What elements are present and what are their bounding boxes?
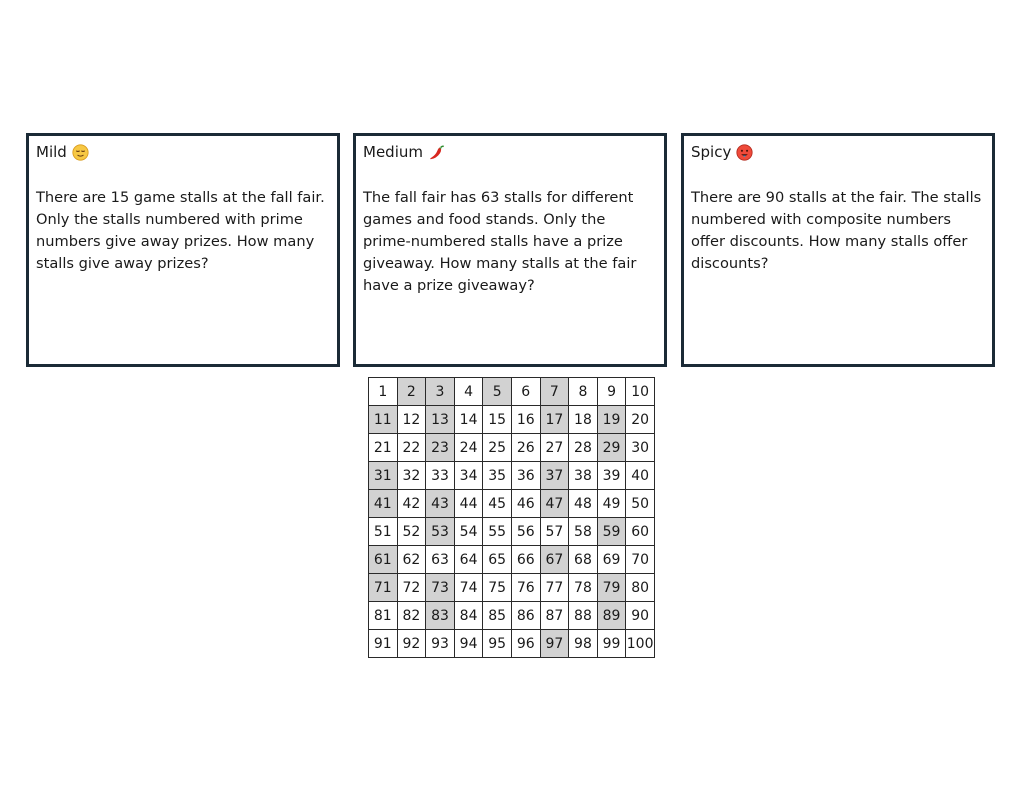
chart-cell: 8 — [569, 378, 598, 406]
chart-cell: 96 — [511, 630, 540, 658]
card-question: There are 15 game stalls at the fall fair. Only the stalls numbered with prime numbers give away prizes. How many stalls give away prizes? — [36, 189, 325, 272]
chart-cell: 25 — [483, 434, 512, 462]
hot-face-icon — [736, 144, 753, 161]
chart-cell: 88 — [569, 602, 598, 630]
chart-cell: 69 — [597, 546, 626, 574]
chart-cell: 4 — [454, 378, 483, 406]
chart-cell: 34 — [454, 462, 483, 490]
chart-row — [369, 406, 655, 434]
chart-cell: 29 — [597, 434, 626, 462]
chart-cell: 54 — [454, 518, 483, 546]
chart-cell: 48 — [569, 490, 598, 518]
relieved-face-icon — [72, 144, 89, 161]
chart-cell: 33 — [426, 462, 455, 490]
chart-cell: 83 — [426, 602, 455, 630]
chart-cell: 19 — [597, 406, 626, 434]
card-title: Spicy — [691, 143, 732, 161]
chart-cell: 18 — [569, 406, 598, 434]
chart-cell: 38 — [569, 462, 598, 490]
chart-cell: 2 — [397, 378, 426, 406]
chart-cell: 78 — [569, 574, 598, 602]
chart-cell: 66 — [511, 546, 540, 574]
chart-cell: 67 — [540, 546, 569, 574]
chart-cell: 36 — [511, 462, 540, 490]
chart-cell: 13 — [426, 406, 455, 434]
chart-row — [369, 546, 655, 574]
chart-cell: 62 — [397, 546, 426, 574]
card-title-row — [691, 142, 753, 162]
chart-cell: 1 — [369, 378, 398, 406]
chart-cell: 31 — [369, 462, 398, 490]
chart-row — [369, 378, 655, 406]
chart-cell: 81 — [369, 602, 398, 630]
chart-cell: 28 — [569, 434, 598, 462]
chart-cell: 24 — [454, 434, 483, 462]
chart-cell: 39 — [597, 462, 626, 490]
chart-cell: 97 — [540, 630, 569, 658]
chart-cell: 7 — [540, 378, 569, 406]
chart-cell: 93 — [426, 630, 455, 658]
chart-cell: 23 — [426, 434, 455, 462]
card-title-row — [36, 142, 89, 162]
chart-cell: 80 — [626, 574, 655, 602]
chart-cell: 42 — [397, 490, 426, 518]
chart-cell: 41 — [369, 490, 398, 518]
chart-cell: 49 — [597, 490, 626, 518]
card-spicy — [681, 133, 995, 367]
chart-cell: 79 — [597, 574, 626, 602]
chart-row — [369, 518, 655, 546]
chart-cell: 86 — [511, 602, 540, 630]
chart-cell: 71 — [369, 574, 398, 602]
chart-cell: 15 — [483, 406, 512, 434]
chart-cell: 5 — [483, 378, 512, 406]
chart-row — [369, 462, 655, 490]
chart-cell: 12 — [397, 406, 426, 434]
chart-cell: 74 — [454, 574, 483, 602]
chart-cell: 43 — [426, 490, 455, 518]
chart-cell: 20 — [626, 406, 655, 434]
chart-cell: 50 — [626, 490, 655, 518]
chart-cell: 87 — [540, 602, 569, 630]
chart-cell: 65 — [483, 546, 512, 574]
chart-cell: 98 — [569, 630, 598, 658]
chart-cell: 84 — [454, 602, 483, 630]
chart-cell: 45 — [483, 490, 512, 518]
chart-cell: 14 — [454, 406, 483, 434]
chart-cell: 72 — [397, 574, 426, 602]
card-question: The fall fair has 63 stalls for different games and food stands. Only the prime-numbered stalls have a prize giveaway. How many stalls at the fair have a prize giveaway? — [363, 189, 637, 294]
chart-row — [369, 574, 655, 602]
chart-cell: 95 — [483, 630, 512, 658]
card-title: Mild — [36, 143, 67, 161]
chart-cell: 3 — [426, 378, 455, 406]
chart-cell: 60 — [626, 518, 655, 546]
chart-cell: 75 — [483, 574, 512, 602]
hundred-chart — [368, 377, 655, 658]
chart-cell: 73 — [426, 574, 455, 602]
chart-cell: 53 — [426, 518, 455, 546]
chart-cell: 94 — [454, 630, 483, 658]
card-question: There are 90 stalls at the fair. The stalls numbered with composite numbers offer discounts. How many stalls offer discounts? — [691, 189, 982, 272]
chart-cell: 99 — [597, 630, 626, 658]
chart-cell: 92 — [397, 630, 426, 658]
chart-cell: 16 — [511, 406, 540, 434]
chart-cell: 21 — [369, 434, 398, 462]
chart-cell: 37 — [540, 462, 569, 490]
card-mild — [26, 133, 340, 367]
chart-cell: 11 — [369, 406, 398, 434]
chart-cell: 10 — [626, 378, 655, 406]
chart-cell: 90 — [626, 602, 655, 630]
chart-cell: 63 — [426, 546, 455, 574]
chart-cell: 32 — [397, 462, 426, 490]
chart-cell: 30 — [626, 434, 655, 462]
chart-cell: 82 — [397, 602, 426, 630]
chart-cell: 57 — [540, 518, 569, 546]
chart-cell: 46 — [511, 490, 540, 518]
chart-cell: 76 — [511, 574, 540, 602]
chart-cell: 68 — [569, 546, 598, 574]
chart-row — [369, 490, 655, 518]
chili-pepper-icon — [428, 144, 445, 161]
chart-cell: 85 — [483, 602, 512, 630]
chart-cell: 22 — [397, 434, 426, 462]
chart-cell: 51 — [369, 518, 398, 546]
chart-cell: 56 — [511, 518, 540, 546]
chart-row — [369, 630, 655, 658]
card-title: Medium — [363, 143, 423, 161]
chart-cell: 91 — [369, 630, 398, 658]
chart-cell: 27 — [540, 434, 569, 462]
chart-cell: 59 — [597, 518, 626, 546]
chart-cell: 9 — [597, 378, 626, 406]
chart-row — [369, 602, 655, 630]
chart-cell: 89 — [597, 602, 626, 630]
chart-cell: 47 — [540, 490, 569, 518]
card-title-row — [363, 142, 445, 162]
chart-cell: 100 — [626, 630, 655, 658]
card-medium — [353, 133, 667, 367]
chart-cell: 44 — [454, 490, 483, 518]
chart-cell: 6 — [511, 378, 540, 406]
chart-cell: 61 — [369, 546, 398, 574]
chart-cell: 40 — [626, 462, 655, 490]
chart-cell: 58 — [569, 518, 598, 546]
chart-cell: 35 — [483, 462, 512, 490]
chart-row — [369, 434, 655, 462]
chart-cell: 26 — [511, 434, 540, 462]
chart-cell: 70 — [626, 546, 655, 574]
chart-cell: 77 — [540, 574, 569, 602]
chart-cell: 64 — [454, 546, 483, 574]
chart-cell: 17 — [540, 406, 569, 434]
chart-cell: 55 — [483, 518, 512, 546]
chart-cell: 52 — [397, 518, 426, 546]
